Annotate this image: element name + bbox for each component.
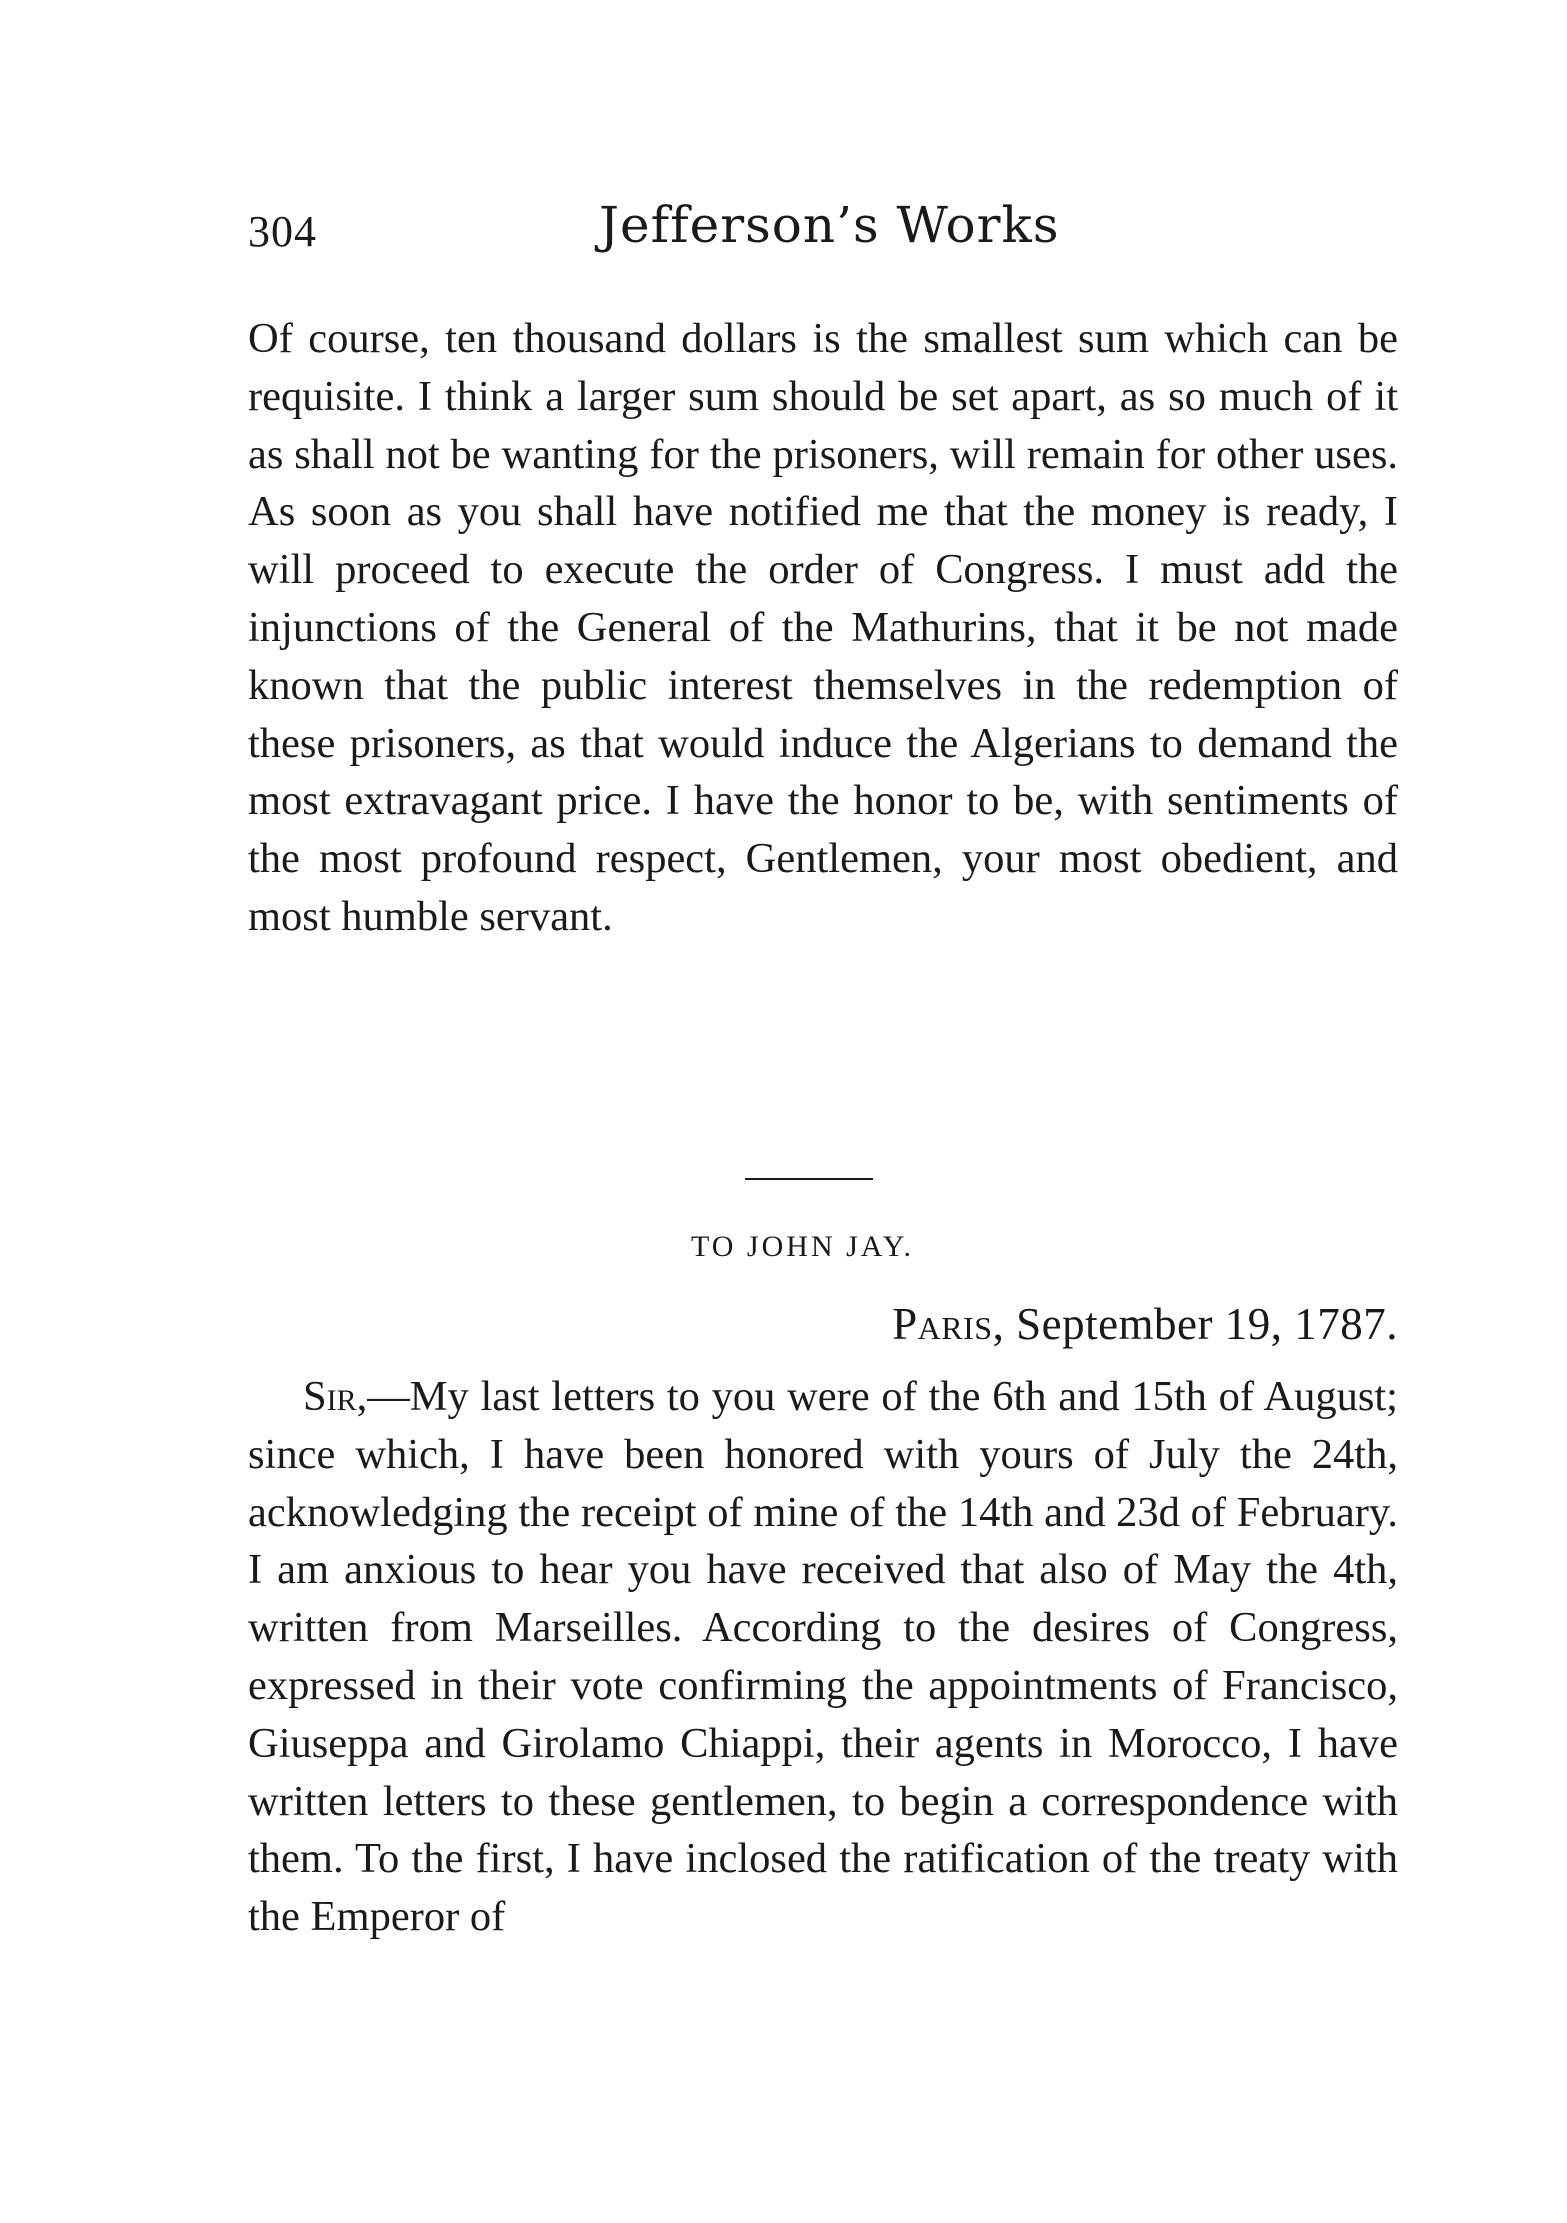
letter-paragraph [248,1368,1398,1946]
dateline-place: Paris [892,1299,993,1349]
page-header [248,196,1398,266]
page-number: 304 [248,207,317,256]
section-divider [745,1178,873,1180]
running-title: Jefferson’s Works [599,196,1060,254]
paragraph-continued [248,310,1398,946]
letter-heading: TO JOHN JAY. [690,1230,914,1263]
letter-dateline [892,1298,1398,1350]
dateline-date: , September 19, 1787. [992,1299,1398,1349]
letter-salutation: Sir [303,1373,357,1420]
paragraph-text: Of course, ten thousand dollars is the smallest sum which can be requisite. I think a larger sum should be set apart, as so much of it as shall not be wanting for the prisoners, will remain for other uses. As soon as you shall have notified me that the money is ready, I will proceed to execute the order of Congress. I must add the injunctions of the General of the Mathurins, that it be not made known that the public interest themselves in the redemption of these prisoners, as that would induce the Algerians to demand the most extravagant price. I have the honor to be, with sentiments of the most profound respect, Gentlemen, your most obedient, and most humble servant. [248,315,1398,940]
letter-text: ,—My last letters to you were of the 6th and 15th of August; since which, I have been honored with yours of July the 24th, acknowledging the receipt of mine of the 14th and 23d of February. I am anxious to hear you have received that also of May the 4th, written from Marseilles. According to the desires of Congress, expressed in their vote confirming the appointments of Francisco, Giuseppa and Girolamo Chiappi, their agents in Morocco, I have written letters to these gentlemen, to begin a correspondence with them. To the first, I have inclosed the ratification of the treaty with the Emperor of [248,1373,1398,1941]
letter-body [248,1368,1398,1946]
